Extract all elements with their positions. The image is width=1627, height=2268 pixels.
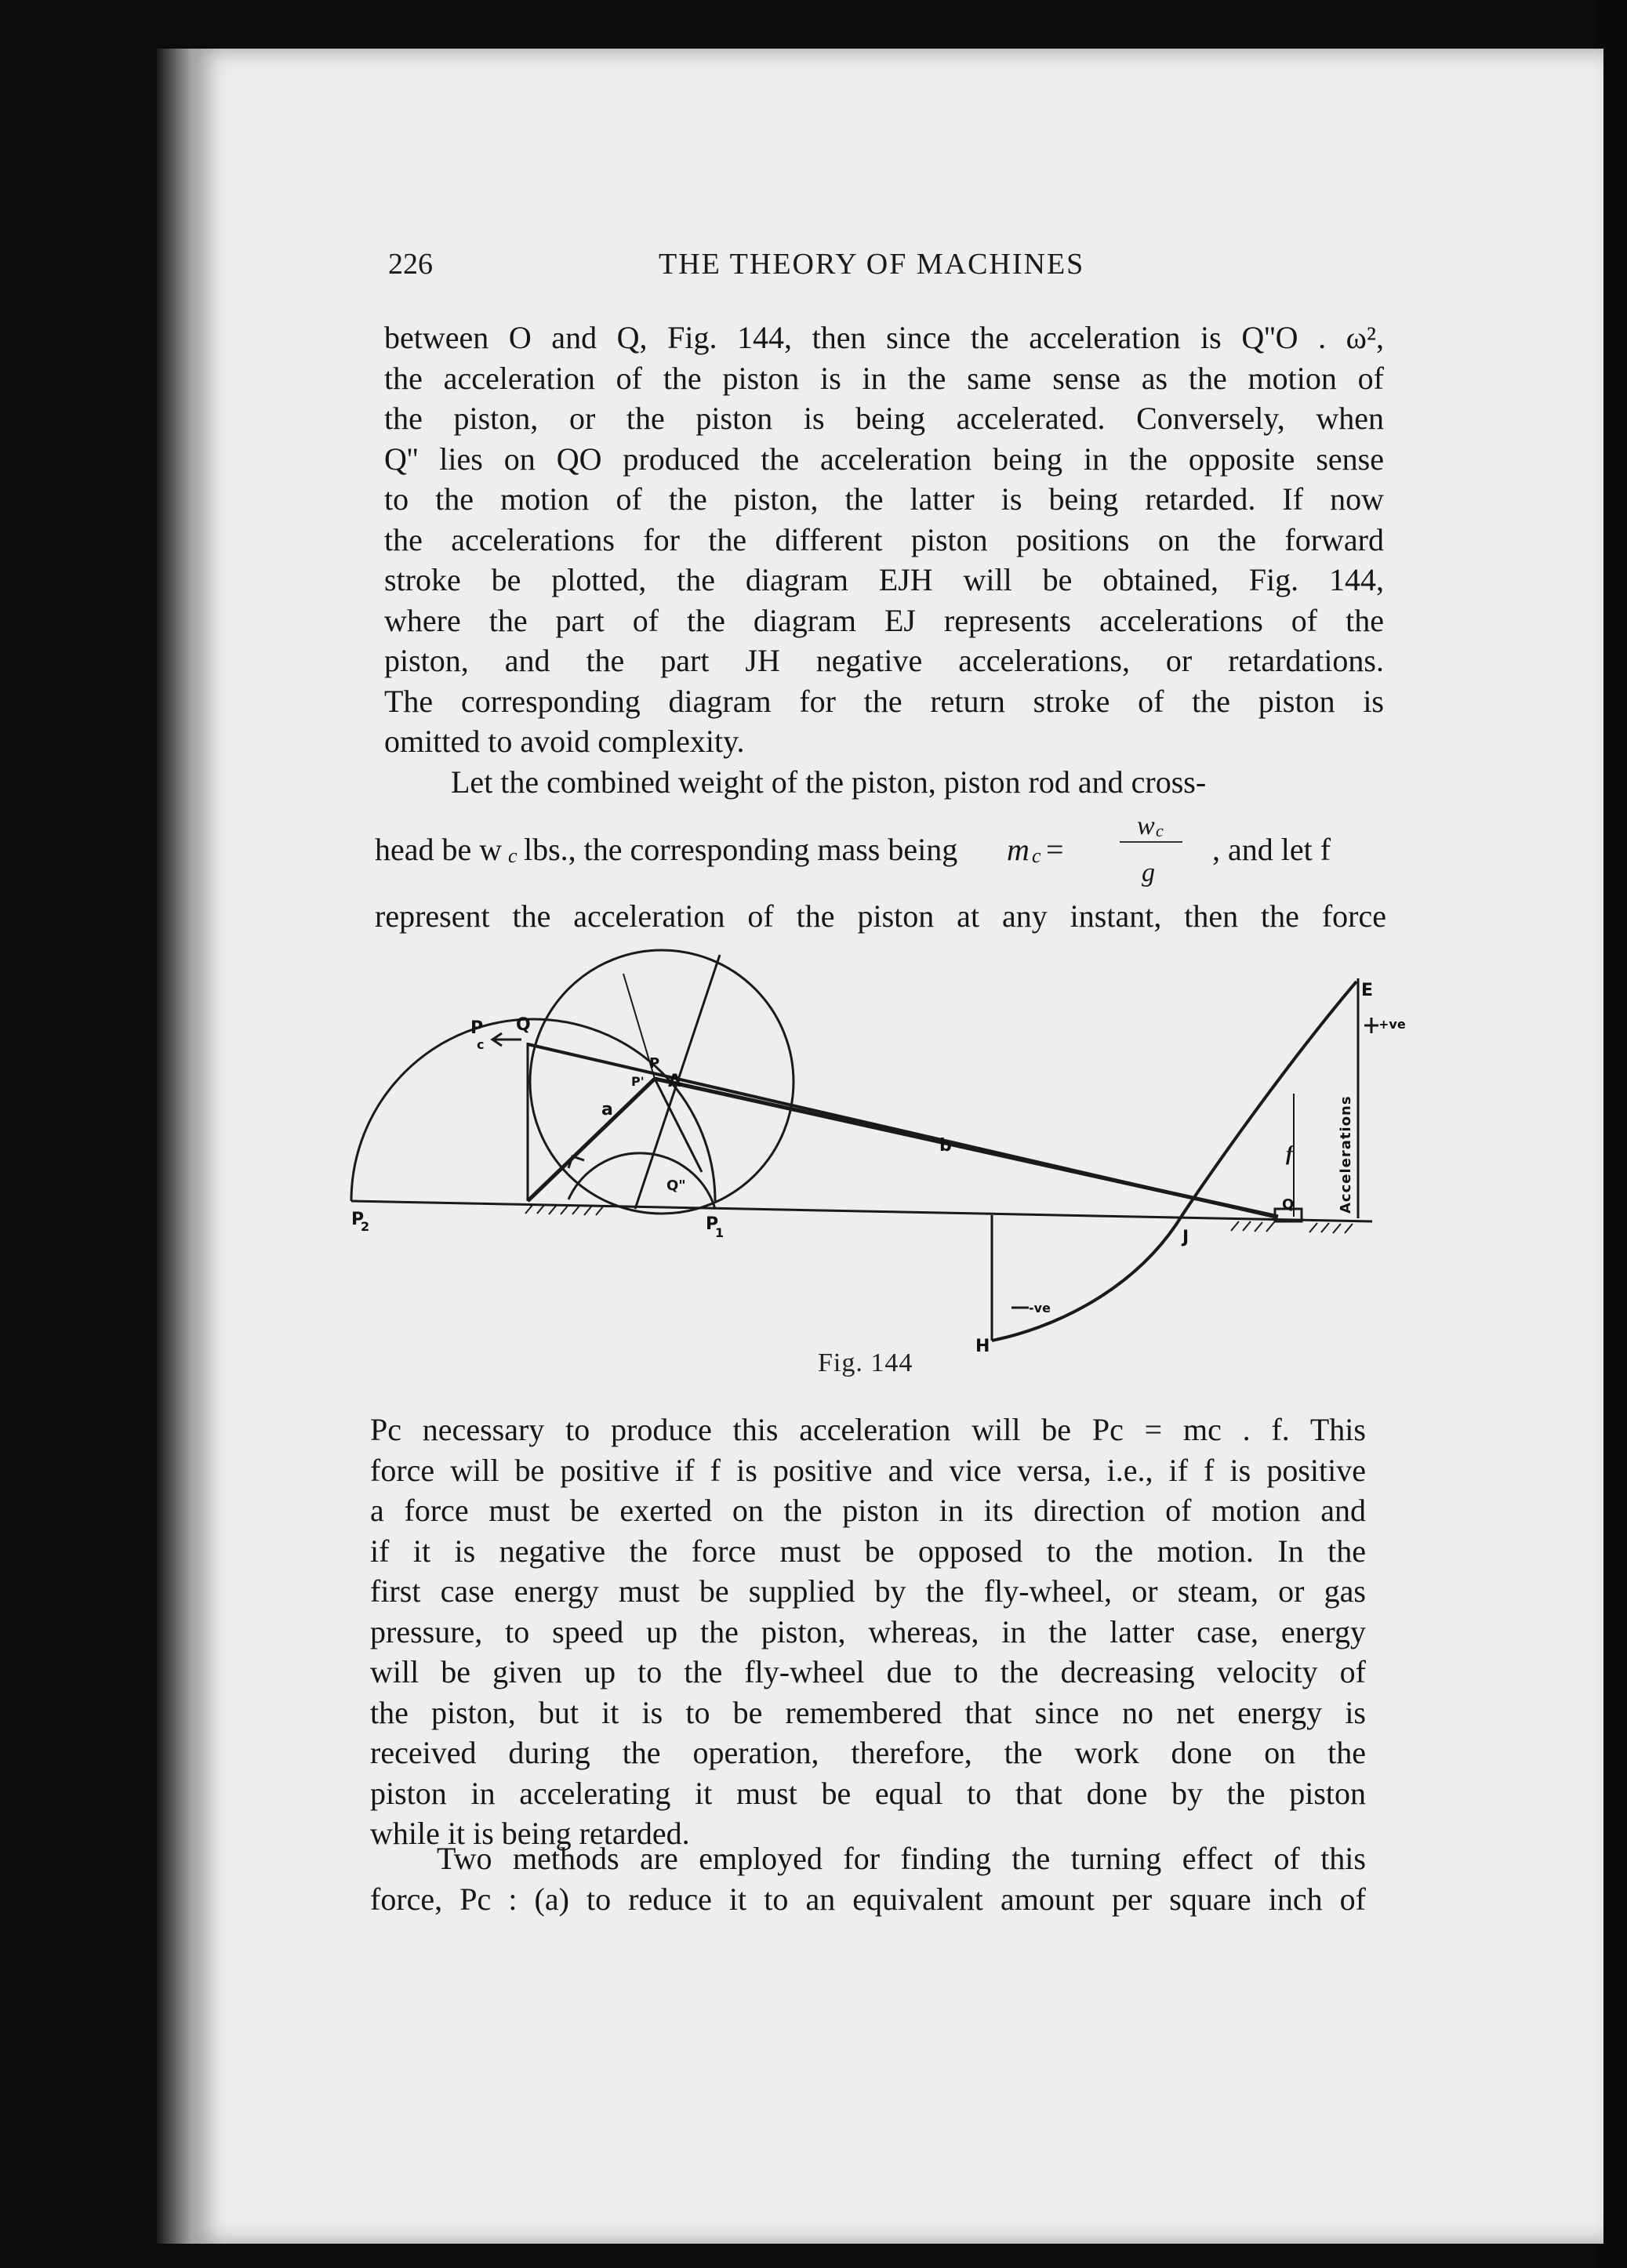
label-p2: P [351,1210,365,1229]
page-number: 226 [388,248,433,281]
label-e: E [1361,981,1374,1000]
mass-formula-line [375,811,1386,905]
running-title: THE THEORY OF MACHINES [659,248,1085,281]
text-line: where the part of the diagram EJ represents accelerations of the [384,602,1384,638]
connecting-rod-b [655,1079,1278,1217]
text-line: the accelerations for the different piston positions on the forward [384,521,1384,557]
text-line: while it is being retarded. [370,1816,690,1851]
text-line: if it is negative the force must be opposed to the motion. In the [370,1533,1366,1569]
text-line: received during the operation, therefore, the work done on the [370,1735,1366,1770]
label-crosshead-q: Q [1282,1196,1295,1213]
text-line: force will be positive if f is positive and vice versa, i.e., if f is positive [370,1452,1366,1488]
label-q-double-prime: Q" [666,1178,686,1194]
crank-oa [528,1079,655,1201]
text-line: The corresponding diagram for the return stroke of the piston is [384,683,1384,719]
label-crank-a: a [601,1100,613,1119]
label-f: f [1286,1142,1293,1165]
formula-mass-symbol: m [1007,832,1030,867]
formula-mid-text: lbs., the corresponding mass being [524,832,958,867]
formula-denominator: g [1142,858,1155,887]
figure-144 [345,933,1406,1356]
formula-subscript: c [508,844,518,867]
label-p1-sub: 1 [715,1225,725,1240]
text-line: represent the acceleration of the piston at any instant, then the force [375,898,1386,934]
formula-numerator-subscript: c [1156,821,1164,840]
text-line: piston, and the part JH negative accelerations, or retardations. [384,643,1384,678]
text-line: stroke be plotted, the diagram EJH will be obtained, Fig. 144, [384,562,1384,597]
text-line: Two methods are employed for finding the turning effect of this [437,1841,1366,1876]
label-pc-sub: c [477,1037,485,1052]
label-q: Q [516,1015,531,1035]
formula-prefix: head be w [375,832,503,867]
text-line: piston in accelerating it must be equal to that done by the piston [370,1775,1366,1811]
label-p: P [649,1055,660,1072]
label-p2-sub: 2 [361,1219,370,1234]
text-line: the acceleration of the piston is in the same sense as the motion of [384,360,1384,396]
formula-suffix: , and let f [1212,832,1331,867]
text-line: to the motion of the piston, the latter is being retarded. If now [384,481,1384,517]
text-line: the piston, but it is to be remembered that since no net energy is [370,1694,1366,1730]
label-plus-ve: +ve [1378,1017,1406,1032]
label-j: J [1182,1228,1189,1247]
paragraph-force-pc [370,1410,1366,1854]
label-p1: P [706,1214,719,1234]
text-line: a force must be exerted on the piston in its direction of motion and [370,1493,1366,1528]
text-line: Pc necessary to produce this acceleration will be Pc = mc . f. This [370,1412,1366,1447]
formula-numerator: w [1137,811,1155,840]
label-p-prime: P' [631,1074,645,1089]
ground-hatching-crosshead [1231,1221,1353,1233]
text-line: Q'' lies on QO produced the acceleration being in the opposite sense [384,441,1384,477]
small-arc [568,1153,715,1209]
paragraph-combined-weight [384,762,1384,803]
text-line: force, Pc : (a) to reduce it to an equivalent amount per square inch of [370,1881,1366,1917]
text-line: first case energy must be supplied by the fly-wheel, or steam, or gas [370,1573,1366,1609]
label-rod-b: b [939,1136,952,1156]
text-line: pressure, to speed up the piston, whereas, in the latter case, energy [370,1613,1366,1649]
text-line: Let the combined weight of the piston, piston rod and cross- [451,764,1207,800]
text-line: between O and Q, Fig. 144, then since the acceleration is Q''O . ω², [384,320,1384,355]
label-h: H [975,1337,990,1356]
paragraph-two-methods [370,1838,1366,1919]
label-minus-ve: -ve [1029,1301,1051,1315]
text-line: the piston, or the piston is being accelerated. Conversely, when [384,401,1384,436]
formula-mass-subscript: c [1032,844,1041,867]
formula-fraction-bar [1120,841,1182,843]
label-a-point: A [668,1072,682,1091]
text-line: will be given up to the fly-wheel due to the decreasing velocity of [370,1654,1366,1689]
text-line: omitted to avoid complexity. [384,724,745,759]
formula-equals: = [1046,832,1064,867]
paragraph-acceleration-sense [384,318,1384,762]
label-pc: P [470,1018,484,1038]
paragraph-represent-acceleration [375,896,1386,937]
acceleration-curve-ejh [992,982,1356,1341]
crank-mechanism-diagram [345,933,1406,1356]
figure-caption: Fig. 144 [818,1348,913,1377]
label-accelerations: Accelerations [1338,1095,1354,1214]
